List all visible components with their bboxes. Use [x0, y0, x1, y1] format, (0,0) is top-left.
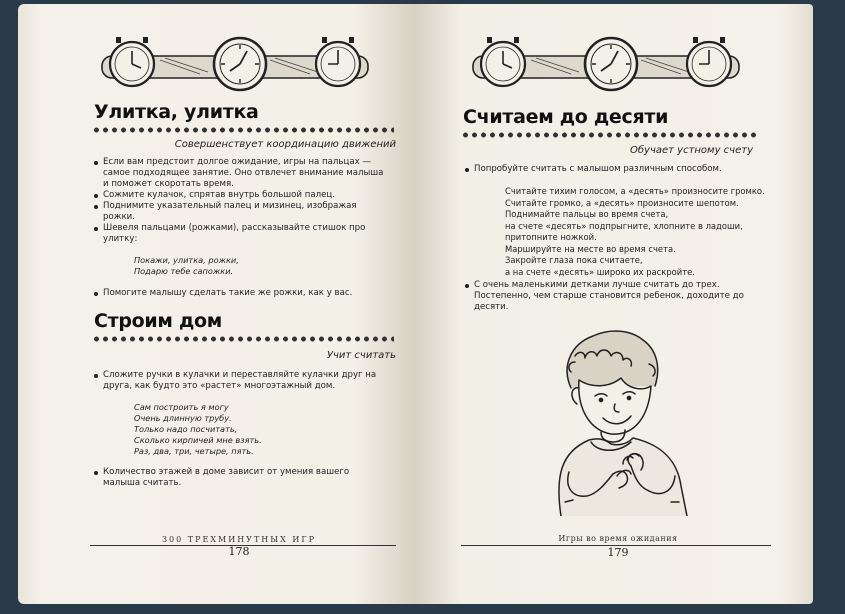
book-spread: [18, 4, 826, 610]
section-title: Считаем до десяти: [463, 106, 669, 128]
bullet-list: [94, 288, 384, 299]
poem-line: Покажи, улитка, рожки,: [134, 255, 239, 265]
list-item: С очень маленькими детками лучше считать до трех. Постепенно, чем старше становится ребенок, доходите до десяти.: [465, 280, 757, 313]
dotted-divider: [92, 126, 394, 134]
instruction-line: а на счете «десять» широко их раскройте.: [505, 266, 695, 277]
wristwatch-band-icon: [471, 34, 741, 96]
running-head: Игры во время ожидания: [558, 534, 678, 543]
poem-line: Только надо посчитать,: [134, 424, 238, 434]
instruction-line: Закройте глаза пока считаете,: [505, 255, 643, 265]
list-item: Попробуйте считать с малышом различным способом.: [465, 164, 755, 175]
child-illustration: [531, 326, 701, 520]
right-page: [413, 4, 813, 604]
page-number: 179: [607, 546, 629, 559]
instruction-line: Маршируйте на месте во время счета.: [505, 243, 676, 254]
page-number: 178: [228, 545, 250, 558]
poem-line: Раз, два, три, четыре, пять.: [134, 446, 254, 456]
list-item: Если вам предстоит долгое ожидание, игры на пальцах — самое подходящее занятие. Оно отвлечет внимание малыша и поможет скоротать время.: [94, 157, 384, 190]
poem-line: Очень длинную трубу.: [134, 413, 232, 423]
section-title: Строим дом: [94, 310, 222, 332]
dotted-divider: [461, 131, 759, 139]
instruction-line: Считайте громко, а «десять» произносите шепотом.: [505, 197, 739, 208]
section-subtitle: Обучает устному счету: [630, 145, 753, 156]
bullet-list: [94, 157, 384, 245]
list-item: Шевеля пальцами (рожками), рассказывайте стишок про улитку:: [94, 223, 384, 245]
poem-line: Сам построить я могу: [134, 402, 229, 412]
list-item: Помогите малышу сделать такие же рожки, как у вас.: [94, 288, 384, 299]
poem-line: Подарю тебе сапожки.: [134, 266, 234, 276]
section-subtitle: Совершенствует координацию движений: [174, 139, 396, 150]
bullet-list: [465, 164, 755, 175]
left-page: [18, 4, 413, 604]
list-item: Поднимите указательный палец и мизинец, изображая рожки.: [94, 201, 384, 223]
counting-instructions: [505, 186, 765, 278]
list-item: Количество этажей в доме зависит от умения вашего малыша считать.: [94, 467, 384, 489]
instruction-line: на счете «десять» подпрыгните, хлопните в ладоши,: [505, 220, 743, 231]
instruction-line: притопните ножкой.: [505, 232, 597, 242]
instruction-line: Считайте тихим голосом, а «десять» произносите громко.: [505, 186, 765, 196]
bullet-list: [465, 280, 757, 313]
section-title: Улитка, улитка: [94, 101, 259, 123]
instruction-line: Поднимайте пальцы во время счета,: [505, 209, 669, 219]
running-head: 300 ТРЕХМИНУТНЫХ ИГР: [161, 535, 317, 544]
bullet-list: [94, 370, 384, 392]
dotted-divider: [92, 335, 394, 343]
poem-line: Сколько кирпичей мне взять.: [134, 435, 262, 445]
list-item: Сложите ручки в кулачки и переставляйте кулачки друг на друга, как будто это «растет» многоэтажный дом.: [94, 370, 384, 392]
section-subtitle: Учит считать: [326, 350, 396, 361]
wristwatch-band-icon: [100, 34, 370, 96]
poem: [134, 255, 239, 277]
bullet-list: [94, 467, 384, 489]
poem: [134, 402, 262, 457]
list-item: Сожмите кулачок, спрятав внутрь большой палец.: [94, 190, 384, 201]
